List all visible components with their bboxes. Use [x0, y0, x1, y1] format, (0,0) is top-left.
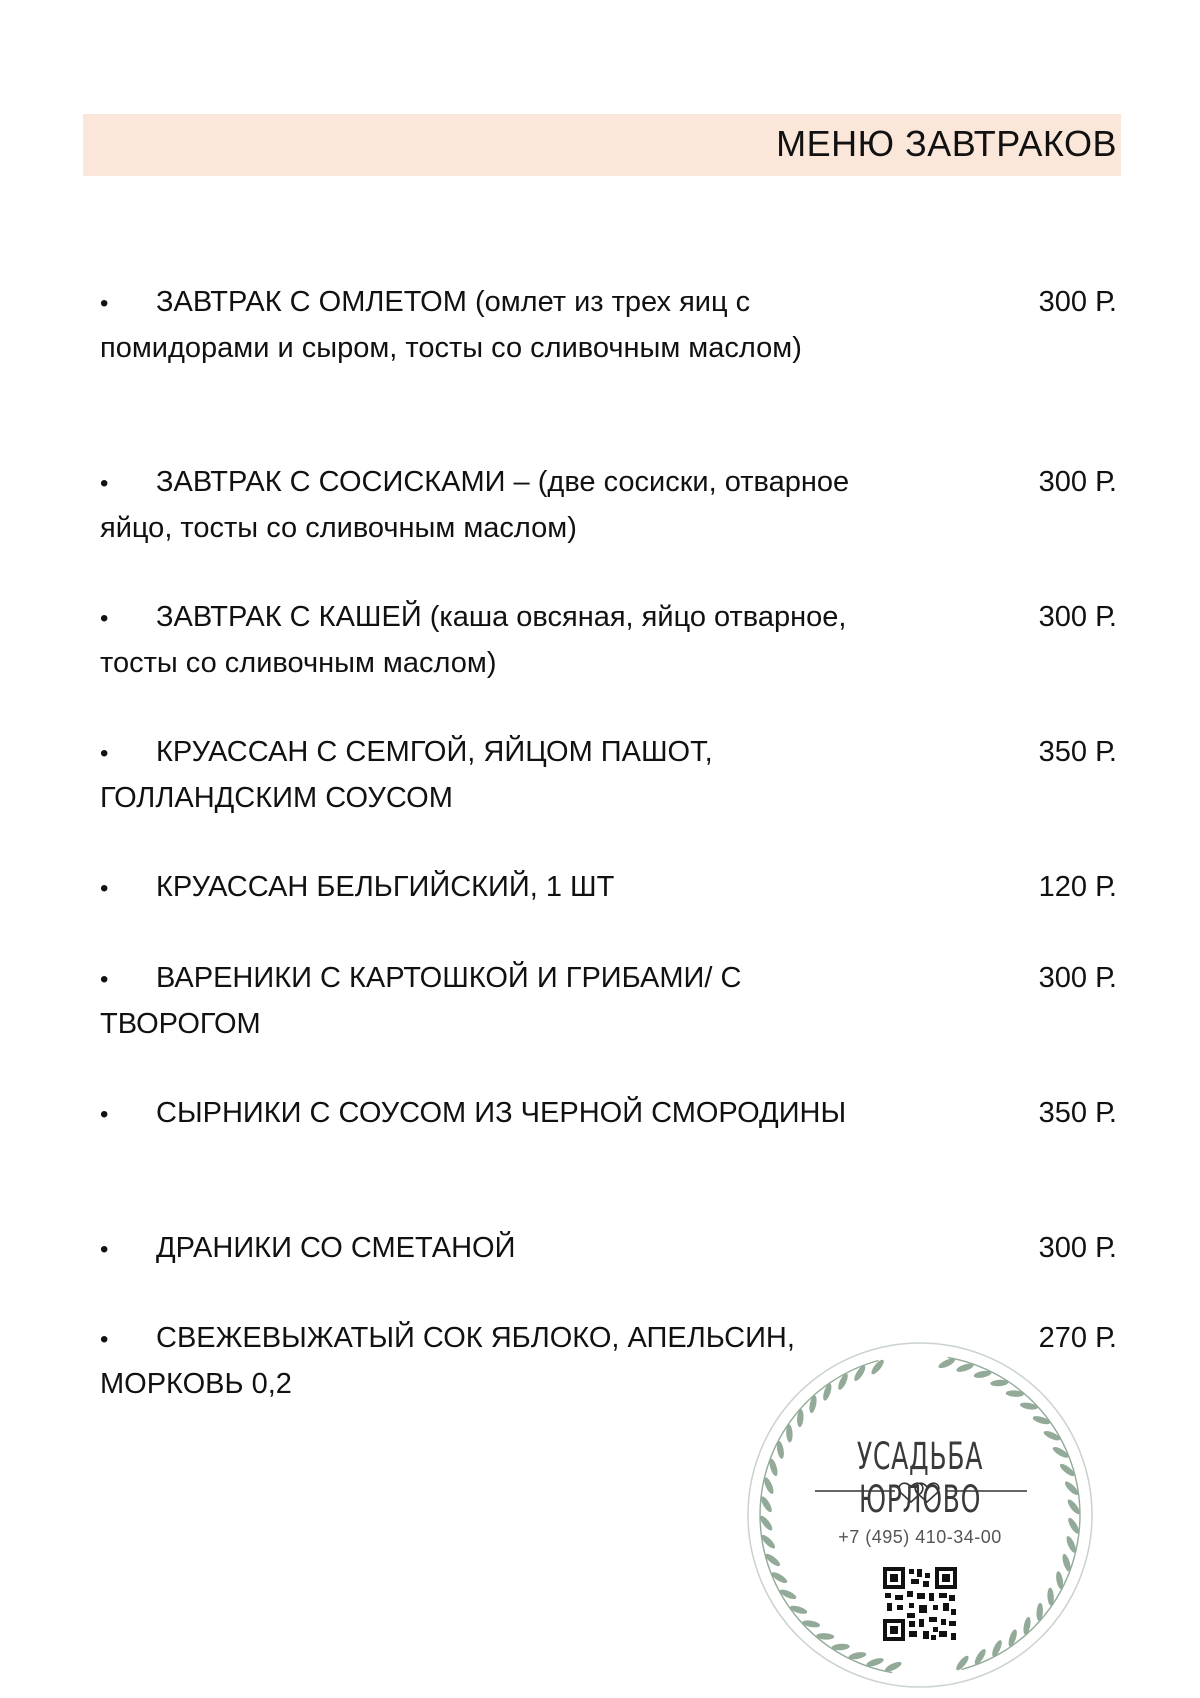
wreath-leaf [1022, 1616, 1032, 1635]
page-title: МЕНЮ ЗАВТРАКОВ [776, 123, 1117, 164]
bullet-icon: • [100, 875, 109, 902]
menu-item-price: 300 Р. [1038, 1232, 1117, 1264]
menu-item-price: 300 Р. [1038, 466, 1117, 498]
bullet-icon: • [100, 290, 109, 317]
estate-phone: +7 (495) 410-34-00 [838, 1527, 1002, 1547]
wreath-leaf [1019, 1401, 1038, 1410]
menu-item-name: • ЗАВТРАК С СОСИСКАМИ – (две сосиски, отварное яйцо, тосты со сливочным маслом) [100, 460, 850, 551]
menu-item-sausages [100, 460, 1120, 551]
menu-item-vareniki [100, 956, 1120, 1047]
estate-seal [735, 1335, 1105, 1695]
bullet-icon: • [100, 1236, 109, 1263]
menu-item-syrniki [100, 1091, 1120, 1137]
qr-code-icon [883, 1567, 957, 1641]
bullet-icon: • [100, 605, 109, 632]
wreath-leaf [802, 1619, 821, 1628]
menu-item-omelette [100, 280, 1120, 371]
title-band [83, 114, 1121, 176]
menu-item-price: 350 Р. [1038, 1097, 1117, 1129]
bullet-icon: • [100, 470, 109, 497]
menu-item-croissant-salmon [100, 730, 1120, 821]
bullet-icon: • [100, 966, 109, 993]
menu-item-price: 350 Р. [1038, 736, 1117, 768]
menu-item-name: • ЗАВТРАК С КАШЕЙ (каша овсяная, яйцо отварное, тосты со сливочным маслом) [100, 595, 850, 686]
menu-item-name: • СВЕЖЕВЫЖАТЫЙ СОК ЯБЛОКО, АПЕЛЬСИН, МОРКОВЬ 0,2 [100, 1316, 880, 1407]
menu-item-price: 270 Р. [1038, 1322, 1117, 1354]
menu-item-price: 300 Р. [1038, 962, 1117, 994]
menu-item-draniki [100, 1226, 1120, 1272]
menu-item-porridge [100, 595, 1120, 686]
menu-item-croissant-belgian [100, 865, 1120, 911]
menu-item-price: 120 Р. [1038, 871, 1117, 903]
menu-item-name: • КРУАССАН БЕЛЬГИЙСКИЙ, 1 ШТ [100, 865, 850, 911]
wreath-leaf [808, 1395, 818, 1414]
menu-item-name: • КРУАССАН С СЕМГОЙ, ЯЙЦОМ ПАШОТ, ГОЛЛАНДСКИМ СОУСОМ [100, 730, 850, 821]
estate-name: УСАДЬБА ЮРЛОВО [856, 1435, 984, 1521]
menu-item-price: 300 Р. [1038, 601, 1117, 633]
menu-item-name: • ЗАВТРАК С ОМЛЕТОМ (омлет из трех яиц с помидорами и сыром, тосты со сливочным маслом) [100, 280, 850, 371]
bullet-icon: • [100, 1101, 109, 1128]
menu-item-name: • ВАРЕНИКИ С КАРТОШКОЙ И ГРИБАМИ/ С ТВОРОГОМ [100, 956, 850, 1047]
bullet-icon: • [100, 1326, 109, 1353]
menu-item-price: 300 Р. [1038, 286, 1117, 318]
menu-item-name: • СЫРНИКИ С СОУСОМ ИЗ ЧЕРНОЙ СМОРОДИНЫ [100, 1091, 850, 1137]
bullet-icon: • [100, 740, 109, 767]
menu-item-name: • ДРАНИКИ СО СМЕТАНОЙ [100, 1226, 850, 1272]
